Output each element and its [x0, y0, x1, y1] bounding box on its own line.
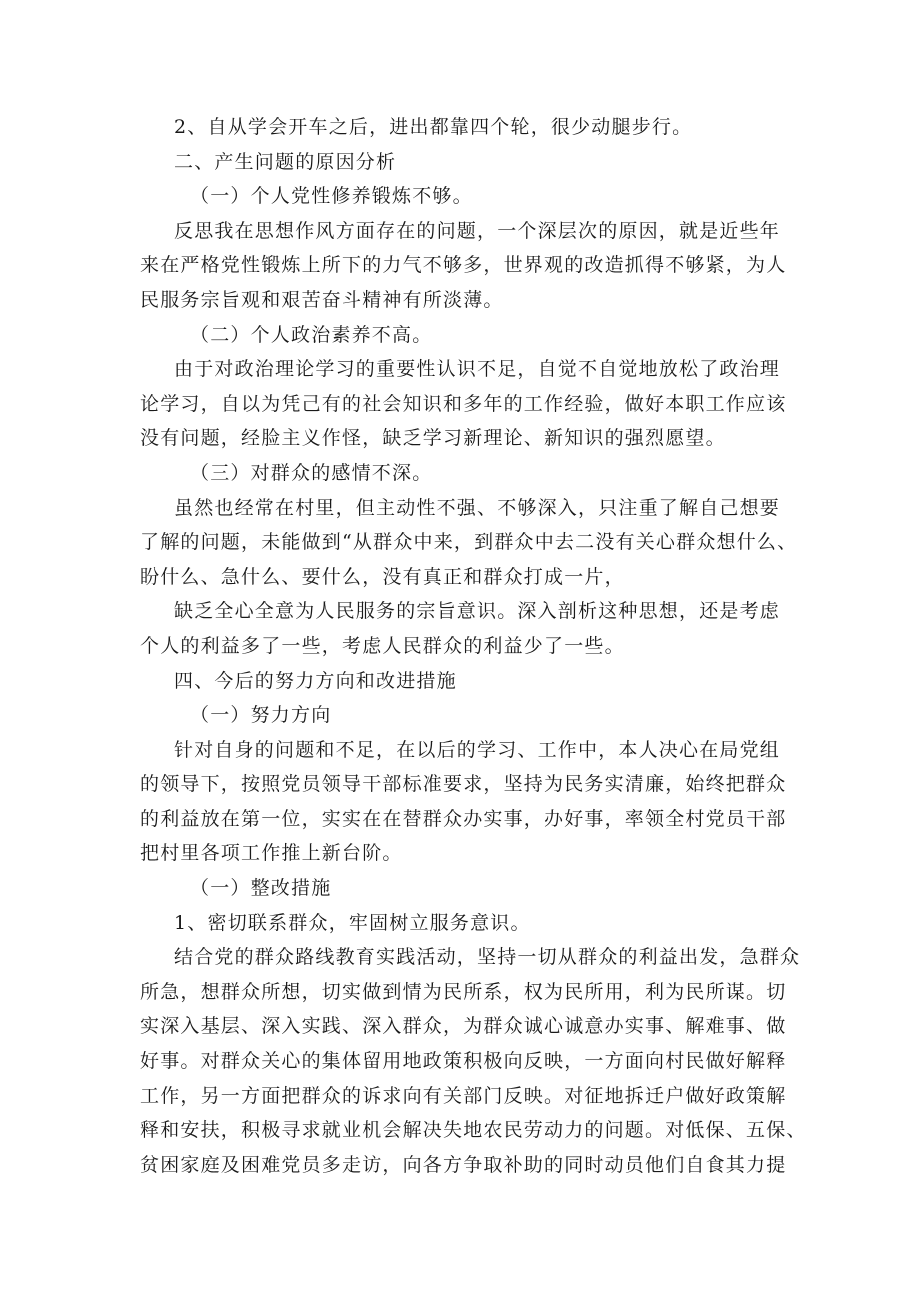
paragraph-line: 由于对政治理论学习的重要性认识不足，自觉不自觉地放松了政治理	[174, 358, 781, 381]
list-item-walking: 2、自从学会开车之后，进出都靠四个轮，很少动腿步行。	[174, 116, 693, 138]
paragraph-line: 了解的问题，未能做到“从群众中来，到群众中去二没有关心群众想什么、	[140, 531, 798, 554]
paragraph-line: 反思我在思想作风方面存在的问题，一个深层次的原因，就是近些年	[174, 219, 781, 242]
document-page	[140, 110, 807, 1182]
subheading-rectification-measures: （一）整改措施	[190, 877, 332, 900]
paragraph-line: 的利益放在第一位，实实在在替群众办实事，办好事，率领全村党员干部	[140, 807, 787, 830]
paragraph-line: 缺乏全心全意为人民服务的宗旨意识。深入剖析这种思想，还是考虑	[174, 600, 781, 623]
paragraph-line: 把村里各项工作推上新台阶。	[140, 842, 403, 865]
paragraph-line: 工作，另一方面把群众的诉求向有关部门反映。对征地拆迁户做好政策解	[140, 1084, 787, 1107]
paragraph-line: 针对自身的问题和不足，在以后的学习、工作中，本人决心在局党组	[174, 738, 781, 761]
paragraph-line: 盼什么、急什么、要什么，没有真正和群众打成一片，	[140, 565, 625, 588]
subheading-party-spirit: （一）个人党性修养锻炼不够。	[190, 185, 473, 208]
paragraph-line: 民服务宗旨观和艰苦奋斗精神有所淡薄。	[140, 288, 504, 311]
paragraph-line: 的领导下，按照党员领导干部标准要求，坚持为民务实清廉，始终把群众	[140, 773, 787, 796]
paragraph-line: 论学习，自以为凭己有的社会知识和多年的工作经验，做好本职工作应该	[140, 392, 787, 415]
paragraph-line: 实深入基层、深入实践、深入群众，为群众诚心诚意办实事、解难事、做	[140, 1015, 787, 1038]
paragraph-line: 虽然也经常在村里，但主动性不强、不够深入，只注重了解自己想要	[174, 496, 781, 519]
subheading-feelings-for-masses: （三）对群众的感情不深。	[190, 461, 433, 484]
paragraph-line: 来在严格党性锻炼上所下的力气不够多，世界观的改造抓得不够紧，为人	[140, 254, 787, 277]
paragraph-line: 好事。对群众关心的集体留用地政策积极向反映，一方面向村民做好解释	[140, 1050, 787, 1073]
subheading-effort-direction: （一）努力方向	[190, 704, 332, 727]
paragraph-line: 所急，想群众所想，切实做到情为民所系，权为民所用，利为民所谋。切	[140, 980, 787, 1003]
list-item-contact-masses: 1、密切联系群众，牢固树立服务意识。	[174, 911, 531, 934]
paragraph-line: 贫困家庭及困难党员多走访，向各方争取补助的同时动员他们自食其力提	[140, 1153, 787, 1176]
paragraph-line: 没有问题，经脸主义作怪，缺乏学习新理论、新知识的强烈愿望。	[140, 427, 726, 450]
section-heading-cause-analysis: 二、产生问题的原因分析	[174, 150, 397, 173]
paragraph-line: 释和安扶，积极寻求就业机会解决失地农民劳动力的问题。对低保、五保、	[140, 1119, 807, 1142]
subheading-political-quality: （二）个人政治素养不高。	[190, 323, 433, 346]
paragraph-line: 结合党的群众路线教育实践活动，坚持一切从群众的利益出发，急群众	[174, 946, 801, 969]
section-heading-future-direction: 四、今后的努力方向和改进措施	[174, 669, 457, 692]
paragraph-line: 个人的利益多了一些，考虑人民群众的利益少了一些。	[140, 634, 625, 657]
